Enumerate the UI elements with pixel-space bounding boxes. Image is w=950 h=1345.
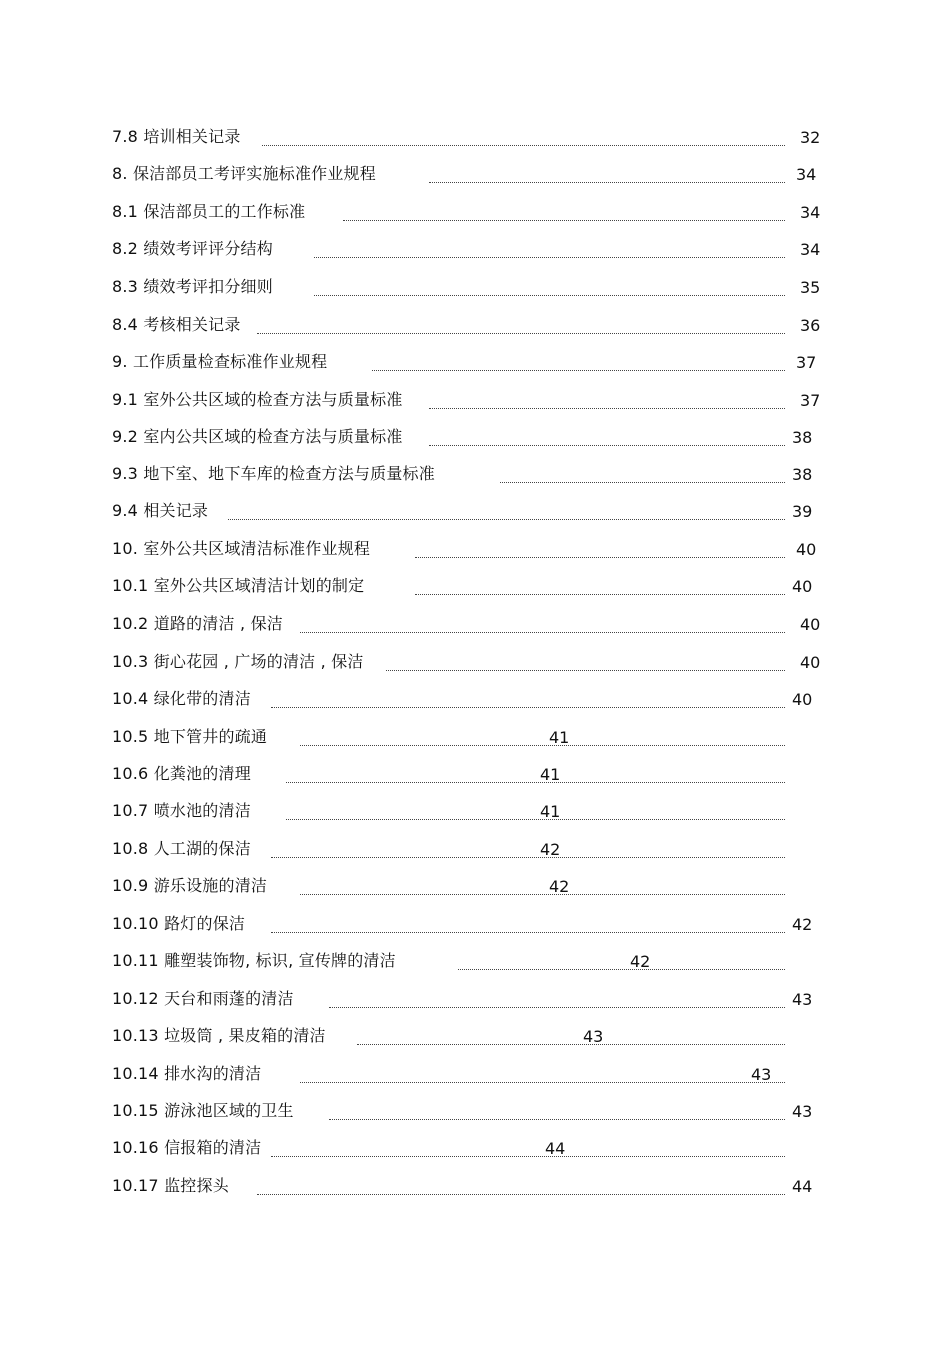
toc-entry-label: 8.2 绩效考评评分结构 [112,239,273,258]
toc-page-number: 40 [792,690,813,709]
toc-leader-dots [429,408,785,409]
toc-entry [0,951,950,988]
toc-entry [0,1064,950,1101]
toc-page-number: 34 [796,165,817,184]
toc-page-number: 43 [792,1102,813,1121]
toc-leader-dots [372,370,785,371]
toc-page-number: 44 [792,1177,813,1196]
toc-entry [0,352,950,389]
toc-page-number: 39 [792,502,813,521]
toc-page-number: 37 [800,391,821,410]
toc-entry-label: 10.4 绿化带的清洁 [112,689,251,708]
toc-entry [0,576,950,613]
toc-leader-dots [257,333,785,334]
toc-entry [0,764,950,801]
toc-page-number: 40 [796,540,817,559]
toc-entry [0,164,950,201]
toc-leader-dots [314,295,785,296]
toc-entry [0,1101,950,1138]
toc-leader-dots [271,857,785,858]
toc-entry [0,1176,950,1213]
toc-entry-label: 8.4 考核相关记录 [112,315,241,334]
toc-leader-dots [343,220,785,221]
toc-page-number: 43 [792,990,813,1009]
toc-entry [0,315,950,352]
toc-leader-dots [314,257,785,258]
toc-entry [0,239,950,276]
toc-entry [0,202,950,239]
toc-entry [0,1026,950,1063]
toc-page-number: 32 [800,128,821,147]
toc-entry-label: 9.1 室外公共区域的检查方法与质量标准 [112,390,403,409]
toc-entry-label: 9.4 相关记录 [112,501,209,520]
toc-entry [0,839,950,876]
toc-entry [0,501,950,538]
toc-leader-dots [300,632,785,633]
toc-leader-dots [300,745,785,746]
toc-entry-label: 9. 工作质量检查标准作业规程 [112,352,328,371]
toc-leader-dots [329,1119,785,1120]
toc-entry [0,727,950,764]
toc-leader-dots [429,182,785,183]
toc-leader-dots [286,819,785,820]
toc-page-number: 41 [540,802,561,821]
toc-entry-label: 10.2 道路的清洁 , 保洁 [112,614,283,633]
toc-page-number: 38 [792,465,813,484]
toc-page-number: 40 [800,653,821,672]
toc-page-number: 42 [792,915,813,934]
toc-entry [0,652,950,689]
toc-page-number: 40 [792,577,813,596]
toc-entry [0,989,950,1026]
toc-entry-label: 8. 保洁部员工考评实施标准作业规程 [112,164,376,183]
toc-entry [0,277,950,314]
toc-page-number: 43 [751,1065,772,1084]
toc-entry-label: 10.7 喷水池的清洁 [112,801,251,820]
toc-entry-label: 9.2 室内公共区域的检查方法与质量标准 [112,427,403,446]
toc-entry [0,539,950,576]
toc-entry-label: 10.6 化粪池的清理 [112,764,251,783]
toc-page-number: 40 [800,615,821,634]
toc-page-number: 36 [800,316,821,335]
toc-leader-dots [271,1156,785,1157]
toc-page-number: 37 [796,353,817,372]
toc-page-number: 42 [540,840,561,859]
toc-leader-dots [286,782,785,783]
toc-entry-label: 10.3 街心花园 , 广场的清洁 , 保洁 [112,652,364,671]
toc-leader-dots [300,1082,785,1083]
toc-entry [0,689,950,726]
toc-entry [0,390,950,427]
toc-entry-label: 10.1 室外公共区域清洁计划的制定 [112,576,365,595]
toc-entry-label: 10.13 垃圾筒 , 果皮箱的清洁 [112,1026,326,1045]
toc-entry-label: 10.11 雕塑装饰物, 标识, 宣传牌的清洁 [112,951,396,970]
toc-page-number: 38 [792,428,813,447]
toc-leader-dots [228,519,785,520]
toc-entry-label: 10.10 路灯的保洁 [112,914,246,933]
toc-leader-dots [500,482,785,483]
toc-leader-dots [329,1007,785,1008]
toc-entry-label: 10.16 信报箱的清洁 [112,1138,262,1157]
toc-entry-label: 10.12 天台和雨蓬的清洁 [112,989,294,1008]
toc-leader-dots [386,670,785,671]
toc-entry-label: 10.14 排水沟的清洁 [112,1064,262,1083]
toc-entry-label: 10.15 游泳池区域的卫生 [112,1101,294,1120]
toc-entry-label: 10.17 监控探头 [112,1176,229,1195]
toc-page-number: 34 [800,240,821,259]
toc-entry [0,427,950,464]
toc-leader-dots [415,594,785,595]
toc-entry [0,127,950,164]
toc-page-number: 41 [540,765,561,784]
toc-leader-dots [357,1044,785,1045]
toc-entry [0,464,950,501]
toc-leader-dots [300,894,785,895]
toc-page-number: 34 [800,203,821,222]
toc-leader-dots [458,969,785,970]
toc-leader-dots [271,707,785,708]
toc-page-number: 41 [549,728,570,747]
toc-entry-label: 8.1 保洁部员工的工作标准 [112,202,306,221]
toc-page-number: 44 [545,1139,566,1158]
toc-page-number: 42 [630,952,651,971]
toc-entry [0,614,950,651]
toc-leader-dots [429,445,785,446]
toc-page-number: 42 [549,877,570,896]
toc-entry-label: 9.3 地下室、地下车库的检查方法与质量标准 [112,464,435,483]
toc-entry [0,801,950,838]
toc-leader-dots [271,932,785,933]
toc-entry-label: 7.8 培训相关记录 [112,127,241,146]
toc-page-number: 43 [583,1027,604,1046]
toc-entry-label: 10. 室外公共区域清洁标准作业规程 [112,539,371,558]
toc-page-number: 35 [800,278,821,297]
toc-entry-label: 10.8 人工湖的保洁 [112,839,251,858]
toc-entry-label: 10.5 地下管井的疏通 [112,727,268,746]
toc-leader-dots [257,1194,785,1195]
toc-entry [0,914,950,951]
toc-entry [0,876,950,913]
toc-entry [0,1138,950,1175]
toc-leader-dots [415,557,785,558]
toc-leader-dots [262,145,785,146]
toc-entry-label: 10.9 游乐设施的清洁 [112,876,268,895]
toc-entry-label: 8.3 绩效考评扣分细则 [112,277,273,296]
